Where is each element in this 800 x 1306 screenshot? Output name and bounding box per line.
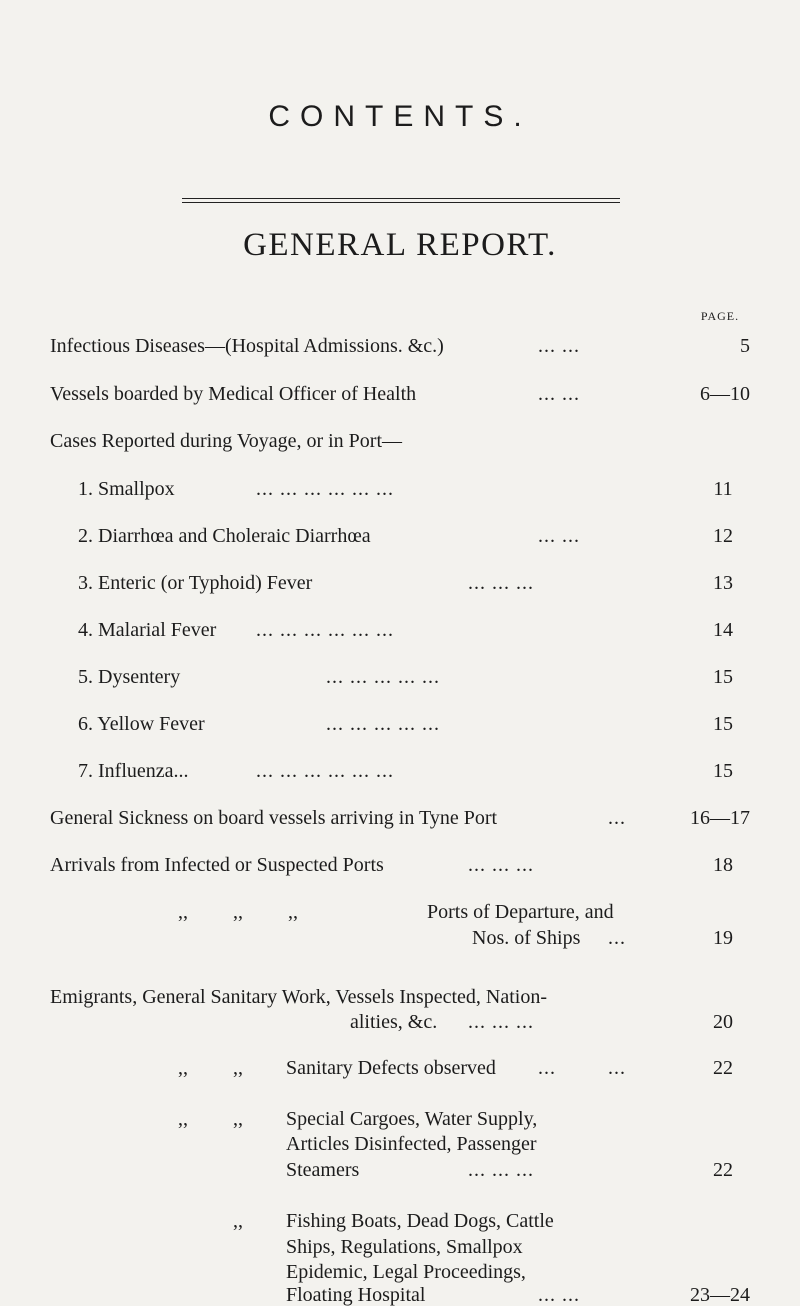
entry-infectious-diseases: Infectious Diseases—(Hospital Admissions. &c.) <box>50 335 444 357</box>
entry-diarrhoea: 2. Diarrhœa and Choleraic Diarrhœa <box>78 525 371 547</box>
entry-malarial: 4. Malarial Fever <box>78 619 217 641</box>
leader-dots: ... <box>538 1057 556 1079</box>
ditto-mark: ,, <box>233 1210 243 1232</box>
entry-emigrants: Emigrants, General Sanitary Work, Vessels Inspected, Nation- <box>50 986 547 1008</box>
contents-heading: CONTENTS. <box>268 100 532 133</box>
page-number: 22 <box>713 1057 733 1079</box>
leader-dots: ... ... <box>538 383 580 405</box>
entry-enteric: 3. Enteric (or Typhoid) Fever <box>78 572 313 594</box>
entry-emigrants-cont: alities, &c. <box>350 1011 438 1033</box>
ditto-mark: ,, <box>178 1057 188 1079</box>
page-number: 15 <box>713 666 733 688</box>
leader-dots: ... ... ... ... ... ... <box>256 619 394 641</box>
leader-dots: ... ... ... <box>468 1011 534 1033</box>
ditto-mark: ,, <box>178 901 188 923</box>
page-number: 16—17 <box>690 807 750 829</box>
ditto-mark: ,, <box>288 901 298 923</box>
page-number: 18 <box>713 854 733 876</box>
leader-dots: ... ... ... ... ... ... <box>256 478 394 500</box>
page-number: 22 <box>713 1159 733 1181</box>
leader-dots: ... ... <box>538 1284 580 1306</box>
leader-dots: ... <box>608 1057 626 1079</box>
page-number: 12 <box>713 525 733 547</box>
entry-ports-of-departure-cont: Nos. of Ships <box>472 927 581 949</box>
ditto-mark: ,, <box>233 1057 243 1079</box>
leader-dots: ... ... ... <box>468 854 534 876</box>
ditto-mark: ,, <box>233 901 243 923</box>
leader-dots: ... ... ... <box>468 1159 534 1181</box>
entry-ports-of-departure: Ports of Departure, and <box>427 901 614 923</box>
entry-cases-reported: Cases Reported during Voyage, or in Port— <box>50 430 403 452</box>
entry-special-cargoes-cont: Articles Disinfected, Passenger <box>286 1133 537 1155</box>
section-title: GENERAL REPORT. <box>243 227 557 263</box>
entry-fishing-boats-cont: Ships, Regulations, Smallpox <box>286 1236 523 1258</box>
ditto-mark: ,, <box>178 1108 188 1130</box>
page-number: 20 <box>713 1011 733 1033</box>
entry-fishing-boats: Fishing Boats, Dead Dogs, Cattle <box>286 1210 554 1232</box>
entry-special-cargoes: Special Cargoes, Water Supply, <box>286 1108 538 1130</box>
page-column-label: PAGE. <box>700 309 740 323</box>
leader-dots: ... ... ... ... ... <box>326 666 440 688</box>
page-number: 15 <box>713 760 733 782</box>
page-number: 11 <box>713 478 733 500</box>
entry-general-sickness: General Sickness on board vessels arriving in Tyne Port <box>50 807 498 829</box>
page-number: 15 <box>713 713 733 735</box>
leader-dots: ... ... ... ... ... ... <box>256 760 394 782</box>
entry-influenza: 7. Influenza... <box>78 760 189 782</box>
leader-dots: ... ... <box>538 525 580 547</box>
leader-dots: ... <box>608 927 626 949</box>
leader-dots: ... ... ... ... ... <box>326 713 440 735</box>
page-number: 23—24 <box>690 1284 750 1306</box>
double-rule-bottom <box>182 202 620 203</box>
entry-fishing-boats-cont: Floating Hospital <box>286 1284 426 1306</box>
leader-dots: ... ... <box>538 335 580 357</box>
entry-arrivals: Arrivals from Infected or Suspected Ports <box>50 854 384 876</box>
ditto-mark: ,, <box>233 1108 243 1130</box>
entry-smallpox: 1. Smallpox <box>78 478 175 500</box>
page-number: 19 <box>713 927 733 949</box>
entry-sanitary-defects: Sanitary Defects observed <box>286 1057 496 1079</box>
entry-special-cargoes-cont: Steamers <box>286 1159 360 1181</box>
leader-dots: ... <box>608 807 626 829</box>
leader-dots: ... ... ... <box>468 572 534 594</box>
page-number: 6—10 <box>700 383 750 405</box>
entry-fishing-boats-cont: Epidemic, Legal Proceedings, <box>286 1261 526 1283</box>
page-number: 5 <box>740 335 750 357</box>
entry-vessels-boarded: Vessels boarded by Medical Officer of Health <box>50 383 417 405</box>
double-rule-top <box>182 198 620 199</box>
page-number: 14 <box>713 619 733 641</box>
entry-dysentery: 5. Dysentery <box>78 666 181 688</box>
page-number: 13 <box>713 572 733 594</box>
entry-yellow-fever: 6. Yellow Fever <box>78 713 205 735</box>
